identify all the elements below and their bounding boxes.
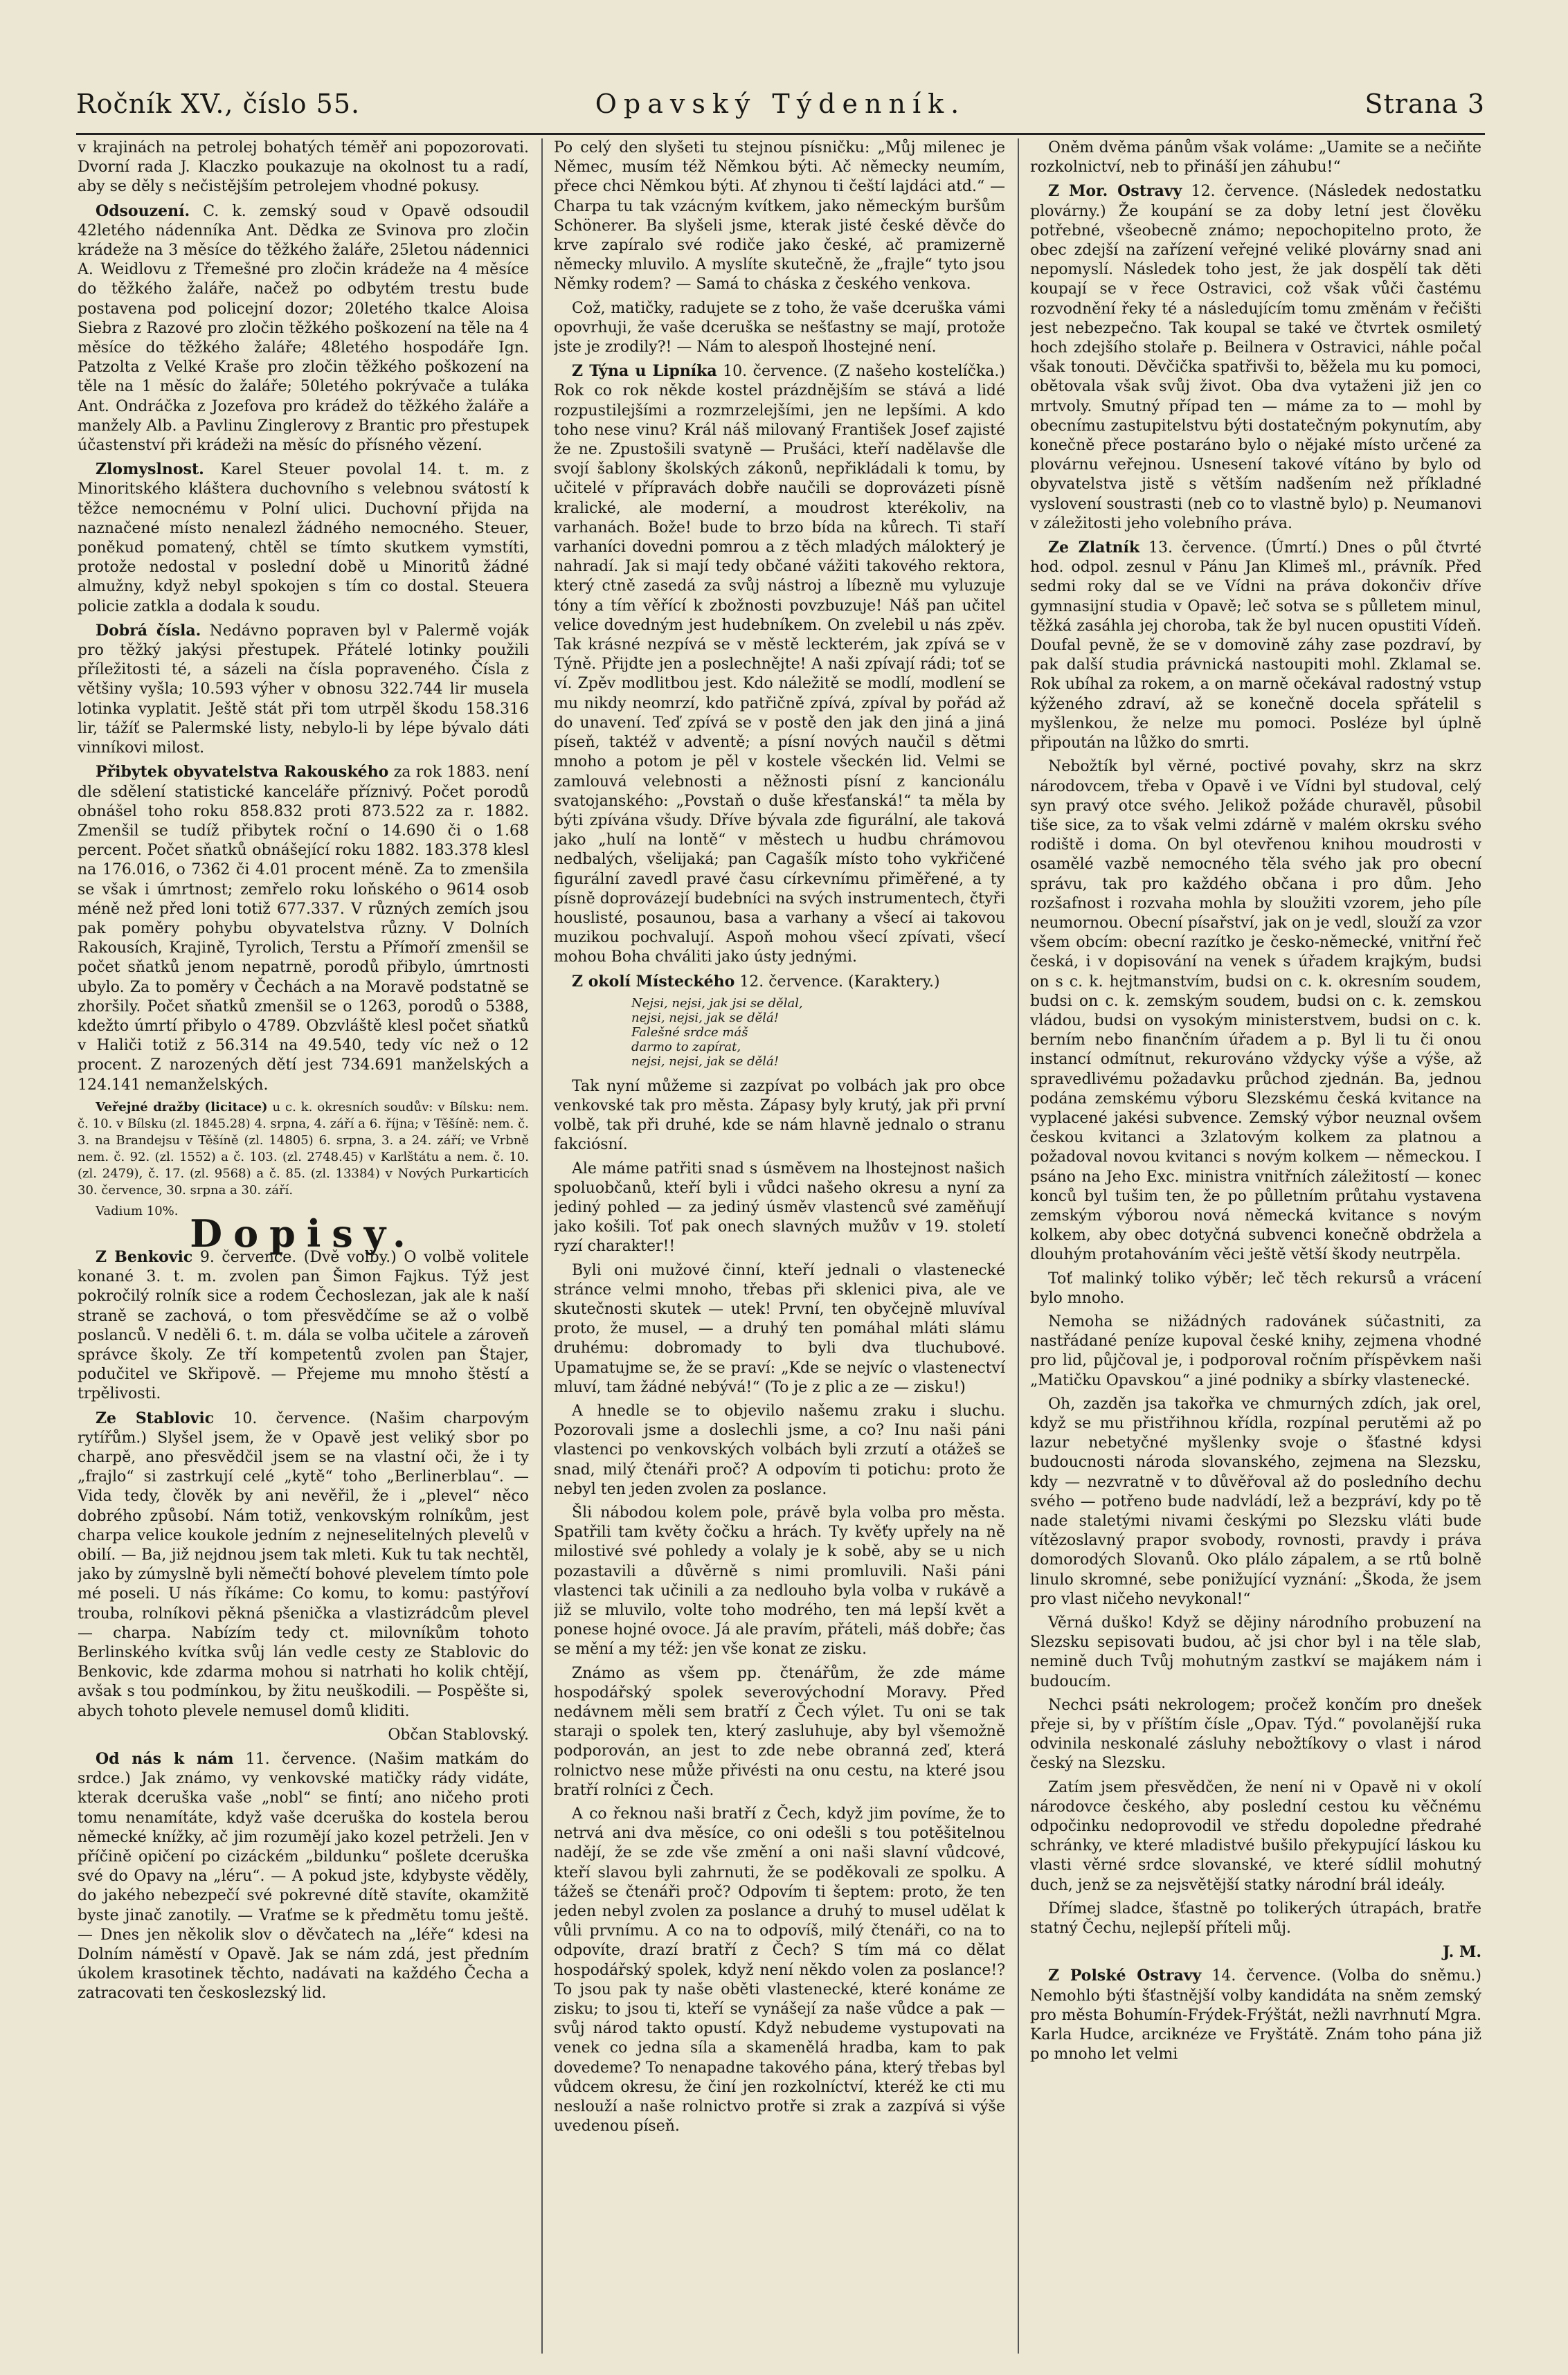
paragraph: Nemoha se nižádných radovánek súčastniti, za nastřádané peníze kupoval české knihy, zejmena vhodné pro lid, půjčoval je, i podporoval ročním příspěvkem naši „Matičku Opavskou“ a jiné podniky a sbírky vlastenecké.	[1030, 1312, 1481, 1389]
verse-line: darmo to zapírat,	[631, 1039, 741, 1054]
letter-heading: Ze Stablovic	[96, 1409, 215, 1427]
letter-tyn	[554, 361, 1005, 967]
page-number: Strana 3	[1364, 89, 1485, 119]
article-heading: Dobrá čísla.	[96, 621, 201, 640]
article-body: Karel Steuer povolal 14. t. m. z Minoritského kláštera duchovního s velebnou svátostí k těžce nemocnému v Polní ulici. Duchovní přijda na naznačené místo nenalezl žádného nemocného. Steuer, poněkud pomatený, chtěl se tímto skutkem vymstíti, protože nedostal v poslední době u Minoritů žádné almužny, když nebyl spokojen s tím co dostal. Steuera policie zatkla a dodala k soudu.	[78, 461, 529, 615]
paragraph: Byli oni mužové činní, kteří jednali o vlastenecké stránce velmi mnoho, třebas při sklenici piva, ale ve skutečnosti skutek — utek! První, ten obyčejně mluvíval proto, že musel, — a druhý ten pomáhal mláti slámu druhému: dobromady to byli dva tluchubové. Upamatujme se, že se praví: „Kde se nejvíc o vlastenectví mluví, tam žádné nebývá!“ (To je z plic a ze — zisku!)	[554, 1261, 1005, 1396]
letter-stablovice	[78, 1409, 529, 1722]
paragraph: Věrná duško! Když se dějiny národního probuzení na Slezsku sepisovati budou, ač jsi chor byl i na těle slab, nemině duch Tvůj mohutným zastkví se majákem nám i budoucím.	[1030, 1614, 1481, 1690]
column-2	[554, 138, 1005, 2354]
paragraph: Tak nyní můžeme si zazpívat po volbách jak pro obce venkovské tak pro města. Zápasy byly krutý, jak při první volbě, tak při druhé, kde se nám hlavně jednalo o stranu fakciósní.	[554, 1077, 1005, 1154]
letter-zlatniky	[1030, 538, 1481, 753]
paragraph: Šli nábodou kolem pole, právě byla volba pro města. Spatřili tam květy čočku a hrách. Ty kvěťy upřely na ně milostivé své pohledy a volaly je k sobě, aby se u nich pozastavili a důvěrně s nimi promluvili. Naši páni vlastenci tak učinili a za nedlouho byla volba v rukávě a již se mluvilo, volte toho modrého, ten má lepší květ a ponese hojné ovoce. Já ale pravím, přáteli, máš dobře; čas se mění a my též: jen vše konat ze zisku.	[554, 1504, 1005, 1659]
letter-body: 12. července. (Následek nedostatku plovárny.) Že koupání se za doby letní jest člověku potřebné, všeobecně známo; nepochopitelno proto, že obec zdejší na zařízení veřejné veliké plovárny snad ani nepomyslí. Následek toho jest, že jak dospělí tak děti koupají se v řece Ostravici, což však vůči častému rozvodnění řeky té a následujícím tomu změnám v řečišti jest nebezpečno. Tak koupal se také ve čtvrtek osmiletý hoch zdejšího stolaře p. Beilnera v Ostravici, náhle počal však tonouti. Děvčička spatřivši to, běžela mu ku pomoci, obětovala však svůj život. Oba dva vytaženi již jen co mrtvoly. Smutný případ ten — máme za to — mohl by obecnímu zastupitelstvu býti dostatečným pokynutím, aby konečně přece postaráno bylo o nějaké místo určené za plovárnu veřejnou. Usnesení takové vítáno by bylo od obyvatelstva jistě s větším nadšením než příkladné vyslovení soustrasti (neb co to vlastně bylo) p. Neumanovi v záležitosti jeho volebního práva.	[1030, 183, 1481, 532]
column-1	[78, 138, 529, 2354]
masthead-title: Opavský Týdenník.	[595, 89, 966, 119]
paragraph: Toť malinký toliko výběr; leč těch rekursů a vrácení bylo mnoho.	[1030, 1270, 1481, 1307]
article-odsouzeni	[78, 201, 529, 456]
article-pribytek	[78, 762, 529, 1094]
paragraph: Nechci psáti nekrologem; pročež končím pro dnešek přeje si, by v příštím čísle „Opav. Týd.“ povolanější ruka odvinila neskonalé zásluhy nebožtíkovy o vlast i národ český na Slezsku.	[1030, 1696, 1481, 1773]
article-body: u c. k. okresních soudův: v Bílsku: nem. č. 10. v Bílsku (zl. 1845.28) 4. srpna, 4. září a 6. října; v Těšíně: nem. č. 3. na Brandejsu v Těšíně (zl. 14805) 6. srpna, 3. a 24. září; ve Vrbně nem. č. 92. (zl. 1552) a č. 103. (zl. 2748.45) v Karlštátu a nem. č. 10. (zl. 2479), č. 17. (zl. 9568) a č. 85. (zl. 13384) v Nových Purkarticích 30. července, 30. srpna a 30. září.	[78, 1099, 529, 1198]
letter-polska-ostrava	[1030, 1966, 1481, 2064]
paragraph: Oh, zazděn jsa takořka ve chmurných zdích, jak orel, když se mu přistřihnou křídla, rozpínal perutěmi až po lazur nebetyčné myšlenky svoje o šťastné kdysi budoucnosti národa slovanského, zejmena na Slezsku, kdy — nezvratně v to důvěřoval až do posledního dechu svého — potřeno bude nadvládí, lež a bezpráví, kdy po tě nade staletými nivami českými po Slezsku vláti bude vítězoslavný prapor svobody, rovnosti, pravdy i práva domorodých Slovanů. Oko plálo zápalem, a se rtů bolně linulo skromné, sebe ponižující vyznání: „Škoda, že jsem pro vlast ničeho nevykonal!“	[1030, 1395, 1481, 1608]
article-heading: Přibytek obyvatelstva Rakouského	[96, 763, 389, 782]
column-divider	[541, 138, 543, 2354]
letter-body: 9. července. (Dvě volby.) O volbě volitele konané 3. t. m. zvolen pan Šimon Fajkus. Týž jest pokročilý rolník sice a rodem Čechoslezan, jak ale k naší straně se zachová, o tom přesvědčíme se až o volbě poslanců. V neděli 6. t. m. dála se volba učitele a zároveň správce školy. Ze tří kompetentů zvolen pan Štajer, podučitel ve Skřipově. — Přejeme mu mnoho štěstí a trpělivosti.	[78, 1248, 529, 1403]
letter-heading: Z Mor. Ostravy	[1048, 182, 1182, 201]
paragraph: Zatím jsem přesvědčen, že není ni v Opavě ni v okolí národovce českého, aby poslední cestou ku věčnému odpočinku nedoprovodil ve středu dopoledne předrahé schránky, ve které mladistvé bušilo překypující láskou ku vlasti věrné srdce slovanské, ve které sídlil mohutný duch, jenž se za nejsvětější statky národní brál ideály.	[1030, 1778, 1481, 1894]
letter-signature: Občan Stablovský.	[388, 1726, 529, 1744]
article-verejne-drazby	[78, 1099, 529, 1199]
letter-heading: Z Benkovic	[96, 1247, 193, 1266]
letter-body: 14. července. (Volba do sněmu.) Nemohlo býti šťastnější volby kandidáta na sněm zemský pro města Bohumín-Frýdek-Frýštát, nežli navrhnutí Mgra. Karla Hudce, arciknéze ve Fryštátě. Znám toho pána již po mnoho let velmi	[1030, 1967, 1481, 2064]
letter-od-nas	[78, 1749, 529, 2004]
letter-body: 11. července. (Našim matkám do srdce.) Jak známo, vy venkovské matičky rády vidáte, kterak dceruška vaše „nobl“ se fintí; ano ničeho proti tomu nenamítáte, když vaše dceruška do kostela berou německé knížky, ač jim rozumějí jako kozel petrželi. Jen v příčině opičení po cizáckém „bildunku“ pošlete dceruška své do Opavy na „léru“. — A pokud jste, kdybyste věděly, do jakého nebezpečí své pokrevné dítě stavíte, okamžitě byste jinač zanotily. — Vraťme se k předmětu tomu ještě. — Dnes jen několik slov o děvčatech na „léře“ kdesi na Dolním náměstí v Opavě. Jak se nám zdá, jest předním úkolem krasotinek těchto, nadávati na každého Čecha a zatracovati ten českoslezský lid.	[78, 1751, 529, 2003]
letter-heading: Z Polské Ostravy	[1048, 1967, 1202, 1985]
article-heading: Zlomyslnost.	[96, 460, 204, 479]
article-body: Nedávno popraven byl v Palermě voják pro těžký jakýsi přestupek. Přátelé lotinky použili příležitosti té, a sázeli na čísla popraveného. Čísla z většiny vyšla; 10.593 výher v obnosu 322.744 lir musela lotinka vyplatit. Ještě stát při tom utrpěl škodu 158.316 lir, tážíť se Palermské listy, nebylo-li by lépe bývalo dáti vinníkovi milost.	[78, 622, 529, 757]
letter-heading: Od nás k nám	[96, 1750, 234, 1769]
column-divider	[1018, 138, 1019, 2354]
paragraph: Známo as všem pp. čtenářům, že zde máme hospodářský spolek severovýchodní Moravy. Před nedávnem měli sem bratří z Čech výlet. Tu oni se tak staraji o spolek ten, který zasluhuje, aby byl všemožně podporován, an jest to zde nebe obranná zeď, která rolnictvo nese může přivésti na onu cestu, na které jsou bratří rolníci z Čech.	[554, 1664, 1005, 1799]
verse-epigraph	[631, 996, 1005, 1069]
verse-line: nejsi, nejsi, jak se dělá!	[631, 1010, 779, 1025]
letter-date: 12. července. (Karaktery.)	[739, 973, 940, 991]
paragraph: Po celý den slyšeti tu stejnou písničku: „Můj milenec je Němec, musím též Němkou býti. Ač německy neumím, přece chci Němkou býti. Ať zhynou ti čeští lajdáci atd.“ — Charpa tu tak vzácným kvítkem, jako německým buršům Schönerer. Ba slyšeli jsme, kterak jisté české děvče do krve zapíralo své rodiče jako české, ač pramizerně německy mluvilo. A myslíte skutečně, že „frajle“ tyto jsou Němky rodem? — Samá to cháska z českého venkova.	[554, 139, 1005, 294]
verse-line: Nejsi, nejsi, jak jsi se dělal,	[631, 995, 803, 1011]
article-dobra-cisla	[78, 621, 529, 758]
author-signature: J. M.	[1442, 1943, 1481, 1962]
letter-heading: Z okolí Místeckého	[572, 972, 735, 991]
vadium-note: Vadium 10%.	[96, 1203, 179, 1218]
letter-mor-ostrava	[1030, 181, 1481, 534]
header-rule	[76, 133, 1485, 135]
issue-info: Ročník XV., číslo 55.	[76, 89, 361, 119]
letter-benkovice	[78, 1247, 529, 1405]
paragraph: Nebožtík byl věrné, poctivé povahy, skrz na skrz národovcem, třeba v Opavě i ve Vídni byl studoval, celý syn pravý otce svého. Jelikož požáde churavěl, působil tiše sice, za to však velmi zdárně v malém okrsku svého rodiště i doma. On byl otevřenou knihou moudrosti v osamělé vazbě nemocného těla svého jak pro obecní správu, tak pro každého občana i pro dům. Jeho rozšafnost i rozvaha mohla by sloužiti vzorem, jeho píle neumornou. Obecní písařství, jak on je vedl, slouží za vzor všem obcím: obecní razítko je česko-německé, vnitřní řeč česká, i v dopisování na venek s úřadem krajkým, budsi on s c. k. hejtmanstvím, budsi on c. k. okresním soudem, budsi on c. k. zemským soudem, budsi on c. k. zemskou vládou, budsi on vysokým ministerstvem, budsi on c. k. berním nebo finančním úřadem a p. Byl li tu či onou instancí odmítnut, rekurováno vždycky výše a výše, až spravedlivému požadavku průchod zjednán. Ba, jednou podána zemskému výboru Slezskému česká kvitance na vyplacené jakési subvence. Zemský výbor neuznal ovšem českou kvitanci a 3zlatovým kolkem za platnou a požadoval novou kvitanci s novým kolkem — německou. I psáno na Jeho Exc. ministra vnitřních záležitostí — konec konců byl tušim ten, že po půlletním průtahu vystavena zemským výborou nová německá kvitance s novým kolkem, aby obec dotyčná subvenci konečně obdržela a dlouhým protahováním věci ještě větší škody neutrpěla.	[1030, 758, 1481, 1264]
letter-mistek-heading	[554, 972, 1005, 992]
letter-body: 13. července. (Úmrtí.) Dnes o půl čtvrté hod. odpol. zesnul v Pánu Jan Klimeš ml., právník. Před sedmi roky dal se ve Vídni na práva dokončiv dříve gymnasijní studia v Opavě; leč sotva se s půlletem minul, těžká zasáhla jej choroba, tak že byl nucen opustiti Vídeň. Doufal pevně, že se v domovině záhy zase pozdraví, by pak další studia právnická nastoupiti mohl. Zklamal se. Rok ubíhal za rokem, a on marně očekával radostný vstup kýženého zdraví, až se konečně docela spřátelil s myšlenkou, že nelze mu pomoci. Posléze byl úplně připoután na lůžko do smrti.	[1030, 539, 1481, 752]
paragraph: Ale máme patřiti snad s úsměvem na lhostejnost našich spoluobčanů, kteří byli i vůdci našeho okresu a nyní za jediný pohled — za jediný úsměv vlastenců své zaměňují jako košili. Toť pak onech slavných mužův v 19. století ryzí charakter!!	[554, 1159, 1005, 1256]
article-heading: Veřejné dražby (licitace)	[96, 1099, 268, 1114]
article-body: za rok 1883. není dle sdělení statistické kanceláře příznivý. Počet porodů obnášel toho roku 858.832 proti 873.522 za r. 1882. Zmenšil se tudíž přibytek roční o 14.690 či o 1.68 percent. Počet sňatků obnášející roku 1882. 183.378 klesl na 176.016, o 7362 či 4.01 procent méně. Za to zmenšila se však i úmrtnost; zemřelo roku loňského o 9614 osob méně než před loni totiž 677.337. V různých zemích jsou pak poměry pohybu obyvatelstva různy. V Dolních Rakousích, Krajině, Tyrolich, Terstu a Přímoří zmenšil se počet sňatků jenom nepatrně, porodů přibylo, úmrtnosti ubylo. Za to poměry v Čechách a na Moravě podstatně se zhoršily. Počet sňatků zmenšil se o 1263, porodů o 5388, kdežto úmrtí přibylo o 4789. Obzvláště klesl počet sňatků v Haliči totiž z 56.314 na 49.540, tedy víc než o 12 procent. Z narozených dětí jest 734.691 manželských a 124.141 nemanželských.	[78, 764, 529, 1094]
paragraph: Což, matičky, radujete se z toho, že vaše dceruška vámi opovrhuji, že vaše dceruška se nešťastny se mají, protože jste je zrodily?! — Nám to alespoň lhostejné není.	[554, 299, 1005, 356]
paragraph: A hnedle se to objevilo našemu zraku i sluchu. Pozorovali jsme a doslechli jsme, a co? Inu naši páni vlastenci po venkovských volbách byli zrzutí a otážeš se snad, milý čtenáři proč? A odpovím ti potichu: proto že nebyl ten jeden zvolen za poslance.	[554, 1402, 1005, 1498]
letter-heading: Z Týna u Lipníka	[572, 362, 717, 381]
article-zlomyslnost	[78, 460, 529, 617]
section-title-dopisy: Dopisy.	[190, 1211, 417, 1256]
page-header	[76, 83, 1485, 132]
letter-body: 10. července. (Z našeho kostelíčka.) Rok co rok někde kostel prázdnějším se stává a lidé rozpustilejšími a rozmrzelejšími, jen ne lepšími. A kdo toho nese vinu? Král náš milovaný František Josef zajisté že ne. Zpustošili svatyně — Prušáci, kteří nadělavše dle svojí šablony školských zákonů, nepřikládali k tomu, by učitelé v přípravách dobře naučili se doprovázeti písně kralické, ale moderní, a moudrost kterékoliv, na varhanách. Bože! bude to brzo bída na kůrech. Ti staří varhaníci dovedni pomrou a z těch mladých málokterý je nahradí. Jak si mají tedy občané vážiti takového rektora, který ctně zasedá za svůj nástroj a líbezně mu vyluzuje tóny a tím věřící k zbožnosti povzbuzuje! Náš pan učitel velice dovedným jest hudebníkem. On zvelebil u nás zpěv. Tak krásné nezpívá se v městě leckterém, jak zpívá se v Týně. Přijdte jen a poslechnějte! A naši zpívají rádi; toť se ví. Zpěv modlitbou jest. Kdo náležitě se modlí, modlení se mu nikdy neomrzí, kdo patřičně zpívá, zpíval by pořád až do unavení. Teď zpívá se v postě den jak den jiná a jiná píseň, taktéž v adventě; a písní nových naučil s dětmi mnoho a potom je pěl v kostele všeckén lid. Velmi se zamlouvá velebnosti a něžnosti písní z kancionálu svatojanského: „Povstaň o duše křesťanská!“ ta měla by býti zpívána všudy. Dříve bývala zde figurální, ale taková jako „hulí na lontě“ v městech u hudbu chrámovou nedbalých, všelijaká; pan Cagašík místo toho vykřičené figurální zavedl pravé času církevnímu přiměřené, a ty písně doprovázejí budebníci na svých instrumentech, čtyři houslisté, posaunou, basa a varhany a všecí ai takovou muzikou pochvalují. Aspoň mohou všecí zpívati, všecí mohou Boha chváliti jako ústy jednými.	[554, 363, 1005, 966]
article-body: C. k. zemský soud v Opavě odsoudil 42letého nádenníka Ant. Dědka ze Svinova pro zločin krádeže na 3 měsíce do těžkého žaláře, 25letou nádennici A. Weidlovu z Třemešné pro zločin krádeže na 4 měsíce do těžkého žaláře, načež po odbytém trestu bude postavena pod policejní dozor; 20letého tkalce Aloisa Siebra z Razové pro zločin těžkého poškození na těle na 4 měsíce do těžkého žaláře; 48letého hospodáře Ign. Patzolta z Velké Kraše pro zločin těžkého poškození na těle na 1 měsíc do žaláře; 50letého pokrývače a tuláka Ant. Ondráčka z Jozefova pro krádež do těžkého žaláře a manžely Alb. a Pavlinu Zinglerovy z Brantic pro přestupek účastenství při krádeži na měsíc do přísného vězení.	[78, 202, 529, 455]
verse-line: nejsi, nejsi, jak se dělá!	[631, 1054, 779, 1069]
paragraph: Dřímej sladce, šťastně po tolikerých útrapách, bratře statný Čechu, nejlepší příteli můj.	[1030, 1899, 1481, 1938]
paragraph: v krajinách na petrolej bohatých téměř ani popozorovati. Dvorní rada J. Klaczko poukazuje na okolnost tu a radí, aby se děly s nečistějším petrolejem vhodné pokusy.	[78, 139, 529, 196]
column-3	[1030, 138, 1481, 2354]
article-heading: Odsouzení.	[96, 201, 190, 220]
verse-line: Falešné srdce máš	[631, 1024, 748, 1040]
paragraph: A co řeknou naši bratří z Čech, když jim povíme, že to netrvá ani dva měsíce, co oni odešli s tou potěšitelnou nadějí, že se zde vše změní a oni naši slavní vůdcové, kteří slavou byli zahrnuti, že se poděkovali ze spolku. A tážeš se čtenáři proč? Odpovím ti šeptem: proto, že ten jeden nebyl zvolen za poslance a druhý to musel udělat k vůli prvnímu. A co na to odpovíš, milý čtenáři, co na to odpovíte, drazí bratří z Čech? S tím má co dělat hospodářský spolek, když není někdo volen za poslance!? To jsou pak ty naše oběti vlastenecké, které konáme ze zisku; to jsou ti, kteří se vynášejí za naše vůdce a pak — svůj národ takto opustí. Když nebudeme vystupovati na venek co jedna síla a skamenělá hradba, kam to pak dovedeme? To nenapadne takového pána, který třebas byl vůdcem okresu, že činí jen rozkolníctví, kteréž ke cti mu neslouží a naše rolnictvo protře si zrak a zazpívá si výše uvedenou píseň.	[554, 1805, 1005, 2135]
letter-heading: Ze Zlatník	[1048, 539, 1140, 557]
letter-body: 10. července. (Našim charpovým rytířům.) Slyšel jsem, že v Opavě jest veliký sbor po charpě, ano přesvědčil jsem se na vlastní oči, že i ty „frajlo“ si zastrkují celé „kytě“ toho „Berlinerblau“. — Vida tedy, člověk by ani nevěřil, že i „plevel“ něco dobrého způsobí. Nám totiž, venkovským rolníkům, jest charpa velice koukole jedním z nejneselitelných plevelů v obilí. — Ba, již nejdnou jsem tak mleti. Kuk tu tak nechtěl, jako by zúmyslně byli němečtí bohové plevelem tímto pole mé poseli. U nás říkáme: Co komu, to komu: pastýřoví trouba, rolníkovi pěkná pšenička a vlastizrádcům plevel — charpa. Nabízím tedy ct. milovníkům tohoto Berlinského kvítka svůj lán vedle cesty ze Stablovic do Benkovic, kde zdarma mohou si natrhati ho kolik chtějí, avšak s tou podmínkou, by žitu neuškodili. — Pospěšte si, abych tohoto plevele nemusel domů kliditi.	[78, 1409, 529, 1720]
paragraph: Oněm dvěma pánům však voláme: „Uamite se a nečiňte rozkolnictví, neb to přináší jen záhubu!“	[1030, 139, 1481, 177]
